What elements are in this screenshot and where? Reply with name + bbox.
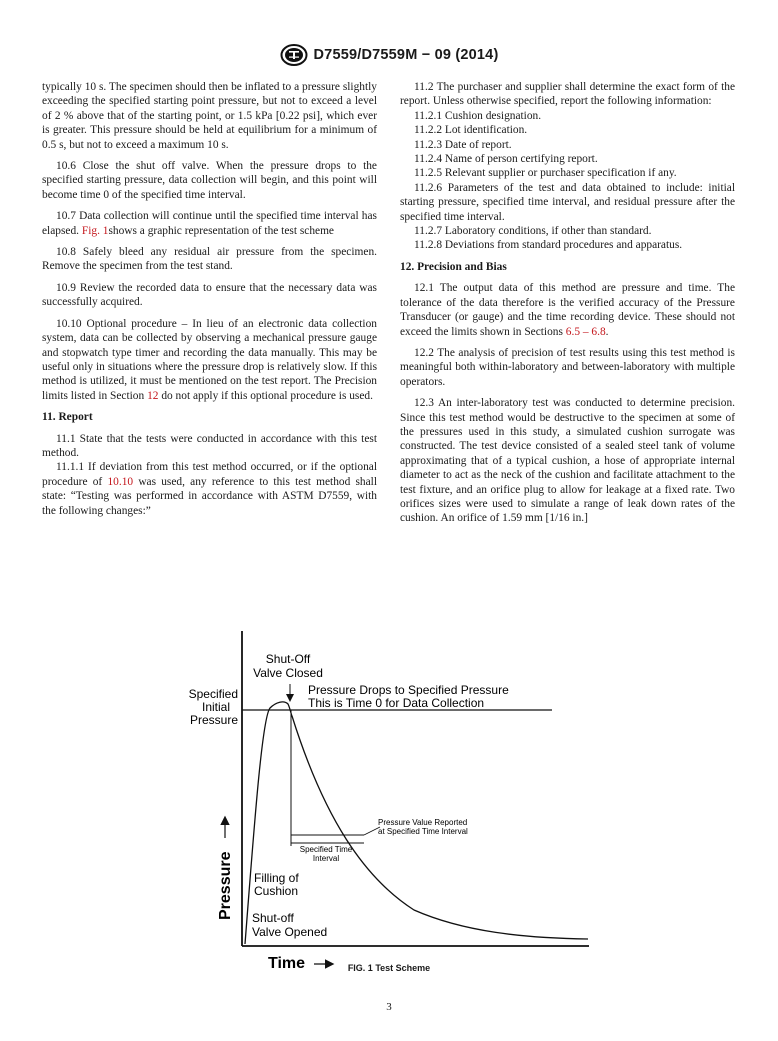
astm-logo-icon [280,44,308,66]
right-column [400,80,735,533]
left-column [42,80,377,525]
label-filling-1: Filling of [254,871,299,885]
label-interval-2: Interval [312,854,340,863]
paragraph-10-6: 10.6 Close the shut off valve. When the pressure drops to the specified starting pressure, data collection will begin, and this point will become time 0 of the specified time interval. [42,160,377,201]
list-item: 11.2.3 Date of report. [414,138,512,151]
section-11-heading: 11. Report [42,411,93,424]
figure-caption: FIG. 1 Test Scheme [347,963,431,973]
list-item: 11.2.2 Lot identification. [414,124,528,137]
paragraph-10-8: 10.8 Safely bleed any residual air pressure from the specimen. Remove the specimen from the test stand. [42,246,377,273]
label-shutoff-2: Valve Closed [253,666,323,680]
paragraph-11-1-1 [42,460,377,518]
page-number: 3 [386,1001,392,1013]
section-12-link[interactable]: 12 [147,389,159,402]
text: shows a graphic representation of the test scheme [108,224,334,237]
sections-6-5-6-8-link[interactable]: 6.5 – 6.8 [565,325,606,338]
list-item: 11.2.8 Deviations from standard procedures and apparatus. [414,239,683,252]
paragraph: typically 10 s. The specimen should then be inflated to a pressure slightly exceeding the specified starting point pressure, but not to exceed a level of 2 % above that of the starting point, or 1.5 kPa [0.22 psi], which ever is greater. This pressure should be held at equilibrium for a minimum of 0.5 s, but not to exceed a maximum 10 s. [42,81,377,151]
paragraph-11-1: 11.1 State that the tests were conducted in accordance with this test method. [42,432,377,459]
fig-1-link[interactable]: Fig. 1 [81,224,109,237]
text: . [605,325,609,338]
paragraph-10-10 [42,317,377,403]
label-opened-1: Shut-off [252,911,294,925]
text: 12.1 The output data of this method are pressure and time. The tolerance of the data therefore is the verified accuracy of the Pressure Transducer (or gauge) and the time recording device. These should not exceed the limits shown in Sections [400,282,735,338]
label-pressure: Pressure [189,713,238,727]
list-item: 11.2.4 Name of person certifying report. [414,153,598,166]
label-reported-1: Pressure Value Reported [378,818,468,827]
label-filling-2: Cushion [254,884,299,898]
y-axis-title [217,818,234,920]
paragraph-12-2: 12.2 The analysis of precision of test results using this test method is meaningful both within-laboratory and between-laboratory with multiple operators. [400,346,735,388]
paragraph-11-2-6: 11.2.6 Parameters of the test and data obtained to include: initial starting pressure, specified time interval, and residual pressure after the specified time interval. [400,181,735,223]
label-specified: Specified [188,687,238,701]
section-12-heading: 12. Precision and Bias [400,260,507,273]
y-axis-label: Pressure [217,851,234,920]
document-title: D7559/D7559M − 09 (2014) [313,47,499,63]
text: 10.10 Optional procedure – In lieu of an electronic data collection system, data can be collected by observing a mechanical pressure gauge and stopwatch type timer and recording the data manually. This may be useful only in situations where the pressure drop is relatively slow. If this method is utilized, it must be mentioned on the test report. The Precision limits listed in Section [42,317,377,402]
text: 10.7 Data collection will continue until the specified time interval has elapsed. [42,210,377,237]
label-drops-1: Pressure Drops to Specified Pressure [308,683,509,697]
label-initial: Initial [201,700,230,714]
paragraph-10-7 [42,209,377,238]
section-10-10-link[interactable]: 10.10 [107,475,134,488]
x-axis-label: Time [268,955,306,972]
list-item: 11.2.7 Laboratory conditions, if other than standard. [414,225,652,238]
paragraph-12-3: 12.3 An inter-laboratory test was conducted to determine precision. Since this test method would be destructive to the specimen at some of the pressures used in this study, a simulated cushion surrogate was constructed. The test device consisted of a sealed steel tank of volume approximating that of a typical cushion, a hose of appropriate internal diameter to act as the neck of the cushion and facilitate attachment to the test fixture, and an orifice plug to allow for leakage at a fixed rate. Two orifices sizes were used to simulate a range of leak down rates of the cushion. An orifice of 1.59 mm [1/16 in.] [400,397,735,525]
test-scheme-figure [184,628,604,976]
label-drops-2: This is Time 0 for Data Collection [308,696,485,710]
label-reported-2: at Specified Time Interval [378,827,468,836]
paragraph-10-9: 10.9 Review the recorded data to ensure that the necessary data was successfully acquired. [42,281,377,309]
label-interval-1: Specified Time [299,845,353,854]
text: do not apply if this optional procedure is used. [161,389,373,402]
label-shutoff-1: Shut-Off [265,652,311,666]
paragraph-11-2: 11.2 The purchaser and supplier shall determine the exact form of the report. Unless otherwise specified, report the following information: [400,81,735,108]
list-item: 11.2.5 Relevant supplier or purchaser specification if any. [414,167,677,180]
page-header [0,44,778,66]
paragraph-12-1 [400,281,735,339]
text: was used, any reference to this test method shall state: “Testing was performed in accordance with ASTM D7559, with the following changes:” [42,475,378,517]
list-item: 11.2.1 Cushion designation. [414,109,542,122]
text: 11.1.1 If deviation from this test method occurred, or if the optional procedure of [42,461,377,488]
label-opened-2: Valve Opened [252,925,328,939]
